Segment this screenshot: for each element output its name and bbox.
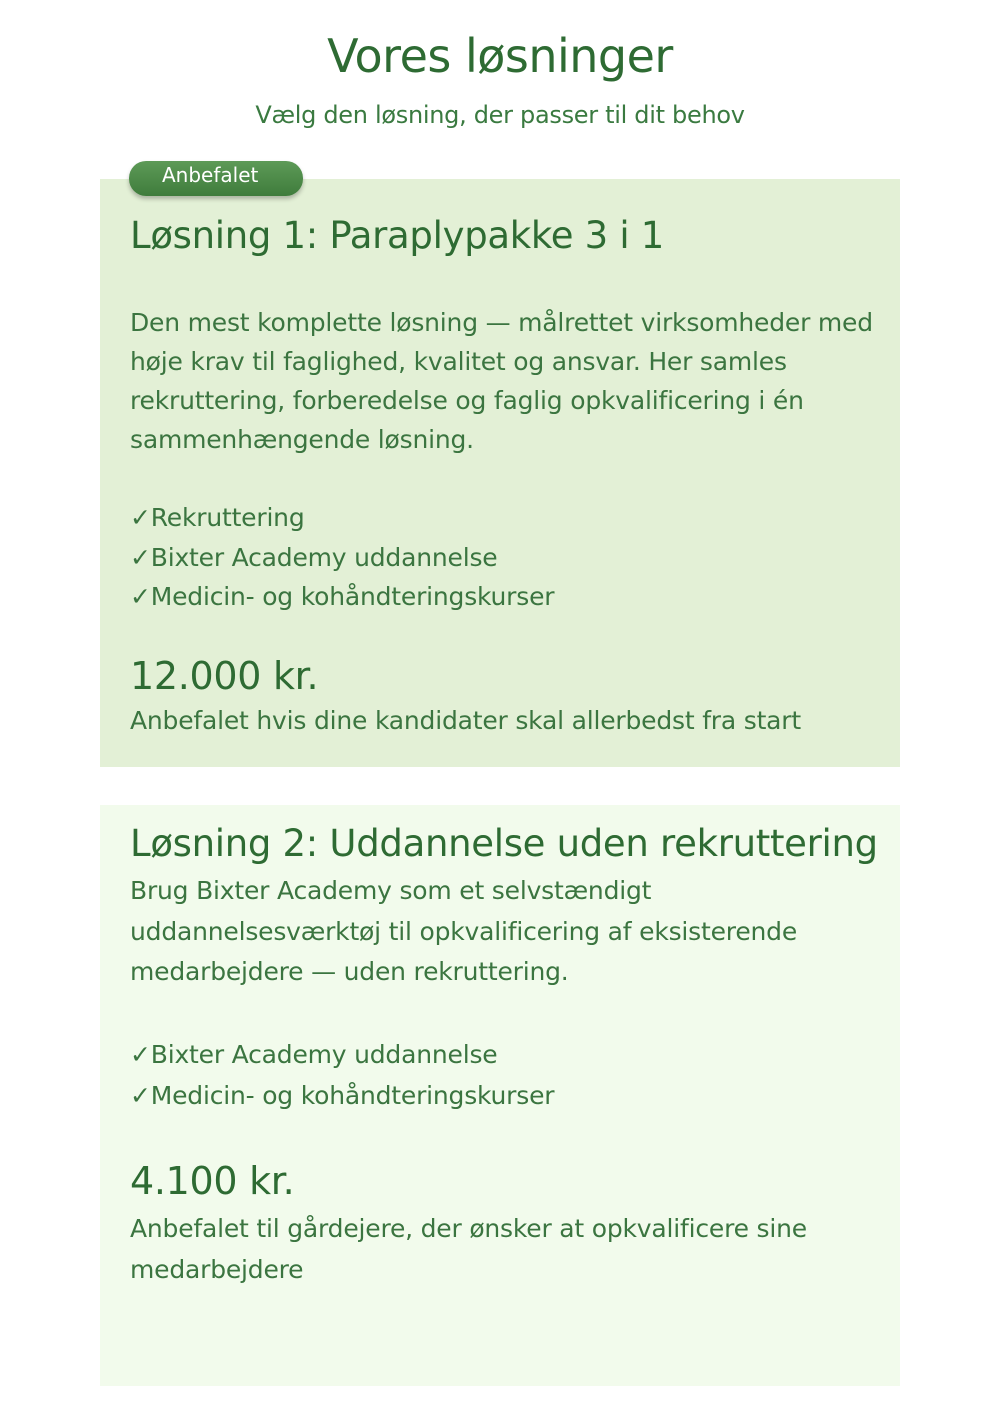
- solution-card-1: [100, 179, 900, 767]
- feature-item: ✓Bixter Academy uddannelse: [130, 1039, 498, 1069]
- solution-title: Løsning 1: Paraplypakke 3 i 1: [130, 214, 664, 257]
- feature-item: ✓Medicin- og kohåndteringskurser: [130, 1080, 555, 1110]
- page-subtitle: Vælg den løsning, der passer til dit behov: [255, 101, 745, 129]
- solution-description: Brug Bixter Academy som et selvstændigt uddannelsesværktøj til opkvalificering af eksisterende medarbejdere — uden rekruttering.: [130, 876, 797, 986]
- solution-price: 12.000 kr.: [130, 653, 319, 698]
- solution-price: 4.100 kr.: [130, 1158, 295, 1203]
- feature-list: [130, 1034, 880, 1116]
- solution-card-2: [100, 805, 900, 1386]
- recommended-badge: Anbefalet: [129, 161, 303, 196]
- feature-item: ✓Rekruttering: [130, 503, 305, 532]
- solution-description: Den mest komplette løsning — målrettet virksomheder med høje krav til faglighed, kvalitet og ansvar. Her samles rekruttering, forberedelse og faglig opkvalificering i én sammenhængende løsning.: [130, 308, 873, 454]
- solution-title: Løsning 2: Uddannelse uden rekruttering: [130, 822, 878, 865]
- solution-note: Anbefalet hvis dine kandidater skal allerbedst fra start: [130, 705, 801, 735]
- feature-item: ✓Medicin- og kohåndteringskurser: [130, 582, 555, 611]
- page-title: Vores løsninger: [327, 29, 673, 83]
- solution-note: Anbefalet til gårdejere, der ønsker at opkvalificere sine medarbejdere: [130, 1213, 807, 1284]
- feature-list: [130, 498, 880, 617]
- feature-item: ✓Bixter Academy uddannelse: [130, 542, 498, 572]
